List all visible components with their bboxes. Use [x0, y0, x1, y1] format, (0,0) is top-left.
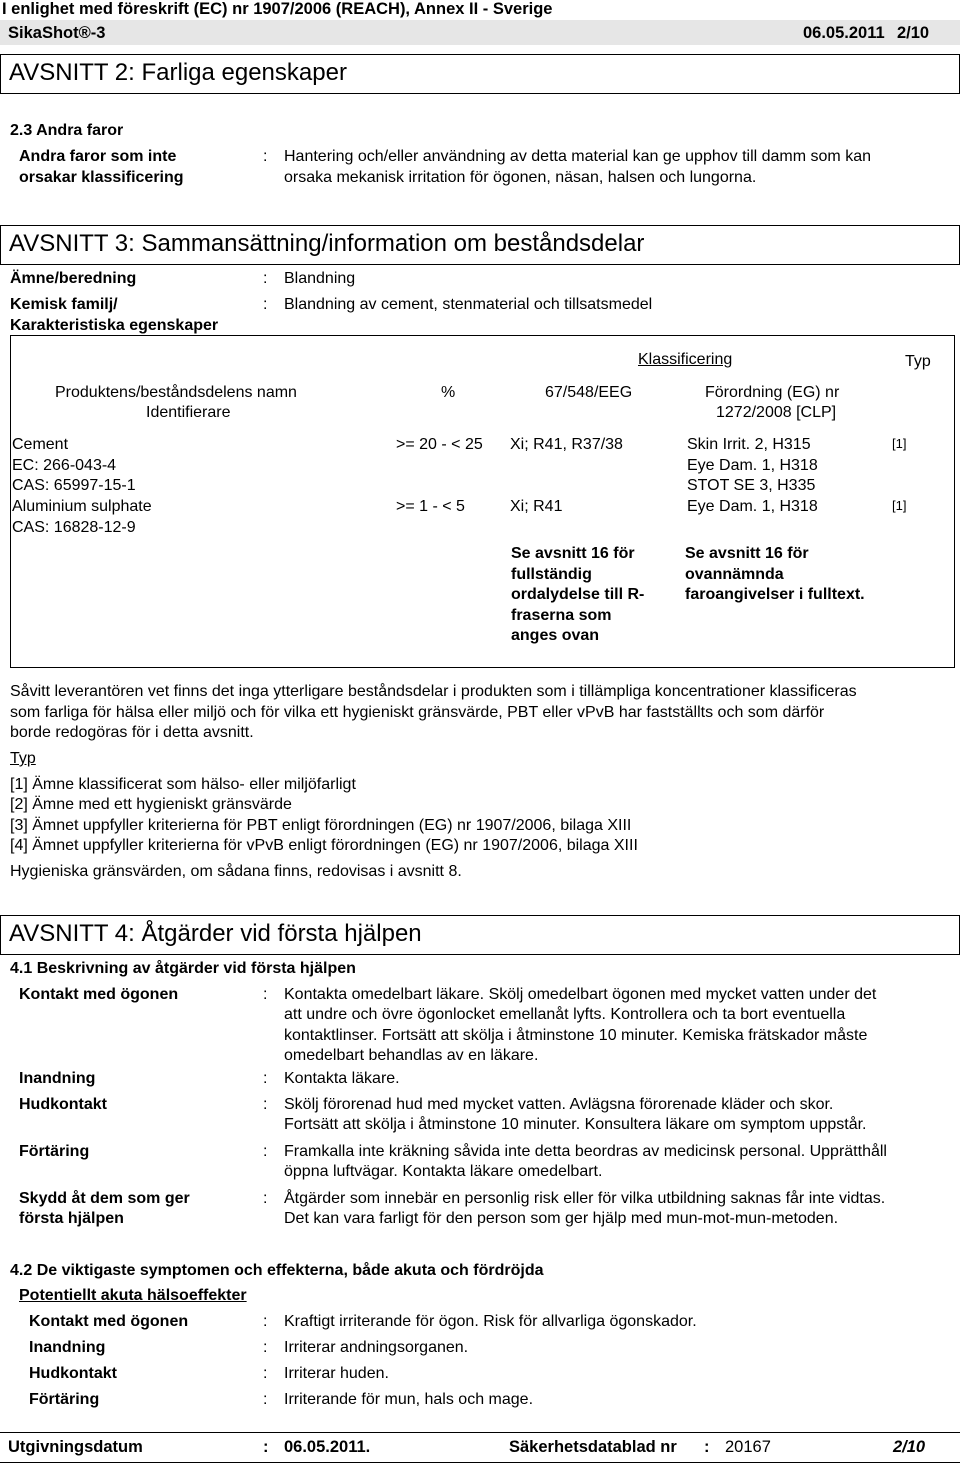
eye-contact-line: att undre och övre ögonlocket emellanåt lyfts. Kontrollera och ta bort eventuella — [284, 1006, 846, 1023]
cement-percent: >= 20 - < 25 — [396, 436, 483, 453]
acute-ingestion-label: Förtäring — [29, 1391, 100, 1408]
subsection-4-1-title: 4.1 Beskrivning av åtgärder vid första hjälpen — [10, 960, 356, 977]
issue-date-value: 06.05.2011. — [284, 1438, 371, 1456]
acute-skin-label: Hudkontakt — [29, 1365, 117, 1382]
chemical-family-value: Blandning av cement, stenmaterial och tillsatsmedel — [284, 296, 653, 313]
hygiene-note: Hygieniska gränsvärden, om sådana finns, redovisas i avsnitt 8. — [10, 863, 462, 880]
cement-type: [1] — [892, 436, 907, 451]
aluminium-type: [1] — [892, 498, 907, 513]
section-2-title: AVSNITT 2: Farliga egenskaper — [9, 59, 347, 86]
header-page-number: 2/10 — [897, 24, 930, 42]
sds-number-value: 20167 — [725, 1438, 771, 1456]
document-regulation-title: I enlighet med föreskrift (EC) nr 1907/2006 (REACH), Annex II - Sverige — [2, 0, 553, 18]
eye-contact-line: kontaktlinser. Fortsätt att skölja i åtminstone 10 minuter. Kemiska frätskador måste — [284, 1027, 868, 1044]
chemical-family-label-2: Karakteristiska egenskaper — [10, 317, 219, 334]
colon: : — [263, 1391, 268, 1408]
type-legend-item: [2] Ämne med ett hygieniskt gränsvärde — [10, 796, 292, 813]
eeg-note-line: ordalydelse till R- — [511, 586, 645, 603]
type-legend-item: [3] Ämnet uppfyller kriterierna för PBT enligt förordningen (EG) nr 1907/2006, bilaga XIII — [10, 817, 632, 834]
acute-skin-text: Irriterar huden. — [284, 1365, 389, 1382]
eeg-note-line: fullständig — [511, 566, 592, 583]
col-product-name: Produktens/beståndsdelens namn — [55, 384, 297, 401]
cement-clp-1: Skin Irrit. 2, H315 — [687, 436, 811, 453]
other-hazards-label-1: Andra faror som inte — [19, 148, 177, 165]
section-4-title: AVSNITT 4: Åtgärder vid första hjälpen — [9, 920, 422, 947]
colon: : — [263, 270, 268, 287]
subsection-2-3-title: 2.3 Andra faror — [10, 122, 124, 139]
skin-contact-label: Hudkontakt — [19, 1096, 107, 1113]
colon: : — [263, 1143, 268, 1160]
footer-colon: : — [704, 1438, 710, 1456]
acute-eye-label: Kontakt med ögonen — [29, 1313, 189, 1330]
colon: : — [263, 986, 268, 1003]
subsection-4-2-title: 4.2 De viktigaste symptomen och effekterna, både akuta och fördröjda — [10, 1262, 544, 1279]
eeg-note-line: fraserna som — [511, 607, 612, 624]
substance-value: Blandning — [284, 270, 356, 287]
first-aider-line: Åtgärder som innebär en personlig risk eller för vilka utbildning saknas får inte vidtas. — [284, 1190, 886, 1207]
section-3-heading — [0, 225, 960, 265]
col-eeg: 67/548/EEG — [545, 384, 633, 401]
header-bar — [0, 20, 960, 45]
acute-inhalation-text: Irriterar andningsorganen. — [284, 1339, 469, 1356]
colon: : — [263, 1313, 268, 1330]
cement-cas: CAS: 65997-15-1 — [12, 477, 136, 494]
acute-inhalation-label: Inandning — [29, 1339, 106, 1356]
classification-heading: Klassificering — [638, 351, 733, 368]
aluminium-eeg: Xi; R41 — [510, 498, 563, 515]
substance-label: Ämne/beredning — [10, 270, 137, 287]
eeg-note-line: Se avsnitt 16 för — [511, 545, 635, 562]
other-hazards-text-1: Hantering och/eller användning av detta material kan ge upphov till damm som kan — [284, 148, 871, 165]
supplier-note-line: som farliga för hälsa eller miljö och för vilka ett hygieniskt gränsvärde, PBT eller vPvB har fastställts och som därför — [10, 704, 825, 721]
first-aider-label-1: Skydd åt dem som ger — [19, 1190, 190, 1207]
colon: : — [263, 1339, 268, 1356]
header-date: 06.05.2011 — [803, 24, 885, 42]
other-hazards-text-2: orsaka mekanisk irritation för ögonen, näsan, halsen och lungorna. — [284, 169, 757, 186]
eye-contact-line: Kontakta omedelbart läkare. Skölj omedelbart ögonen med mycket vatten under det — [284, 986, 877, 1003]
aluminium-percent: >= 1 - < 5 — [396, 498, 465, 515]
type-legend-item: [4] Ämnet uppfyller kriterierna för vPvB enligt förordningen (EG) nr 1907/2006, bilaga XIII — [10, 837, 638, 854]
col-clp-1: Förordning (EG) nr — [705, 384, 840, 401]
cement-clp-3: STOT SE 3, H335 — [687, 477, 816, 494]
colon: : — [263, 1365, 268, 1382]
eye-contact-label: Kontakt med ögonen — [19, 986, 179, 1003]
other-hazards-label-2: orsakar klassificering — [19, 169, 184, 186]
cement-eeg: Xi; R41, R37/38 — [510, 436, 623, 453]
eye-contact-line: omedelbart behandlas av en läkare. — [284, 1047, 539, 1064]
clp-note-line: ovannämnda — [685, 566, 784, 583]
colon: : — [263, 296, 268, 313]
acute-eye-text: Kraftigt irriterande för ögon. Risk för allvarliga ögonskador. — [284, 1313, 697, 1330]
cement-name: Cement — [12, 436, 69, 453]
issue-date-label: Utgivningsdatum — [8, 1438, 143, 1456]
clp-note-line: Se avsnitt 16 för — [685, 545, 809, 562]
cement-ec: EC: 266-043-4 — [12, 457, 117, 474]
footer — [0, 1432, 960, 1463]
first-aider-line: Det kan vara farligt för den person som ger hjälp med mun-mot-mun-metoden. — [284, 1210, 839, 1227]
colon: : — [263, 1190, 268, 1207]
skin-contact-line: Fortsätt att skölja i åtminstone 10 minuter. Konsultera läkare om symptom uppstår. — [284, 1116, 867, 1133]
ingestion-label: Förtäring — [19, 1143, 90, 1160]
col-clp-2: 1272/2008 [CLP] — [716, 404, 837, 421]
colon: : — [263, 1096, 268, 1113]
col-percent: % — [441, 384, 456, 401]
chemical-family-label-1: Kemisk familj/ — [10, 296, 118, 313]
section-2-heading — [0, 54, 960, 94]
colon: : — [263, 148, 268, 165]
type-legend-item: [1] Ämne klassificerat som hälso- eller miljöfarligt — [10, 776, 356, 793]
sds-number-label: Säkerhetsdatablad nr — [509, 1438, 677, 1456]
section-3-title: AVSNITT 3: Sammansättning/information om beståndsdelar — [9, 230, 645, 257]
footer-page-number: 2/10 — [893, 1438, 926, 1456]
aluminium-name: Aluminium sulphate — [12, 498, 152, 515]
supplier-note-line: borde redogöras för i detta avsnitt. — [10, 724, 254, 741]
section-4-heading — [0, 915, 960, 955]
type-legend-heading: Typ — [10, 750, 36, 767]
acute-effects-heading: Potentiellt akuta hälsoeffekter — [19, 1287, 247, 1304]
eeg-note-line: anges ovan — [511, 627, 600, 644]
supplier-note-line: Såvitt leverantören vet finns det inga ytterligare beståndsdelar i produkten som i tillämpliga koncentrationer klassificeras — [10, 683, 857, 700]
ingestion-line: öppna luftvägar. Kontakta läkare omedelbart. — [284, 1163, 603, 1180]
aluminium-clp-1: Eye Dam. 1, H318 — [687, 498, 818, 515]
product-name: SikaShot®-3 — [8, 24, 106, 42]
type-heading: Typ — [905, 353, 931, 370]
footer-colon: : — [263, 1438, 269, 1456]
aluminium-cas: CAS: 16828-12-9 — [12, 519, 136, 536]
first-aider-label-2: första hjälpen — [19, 1210, 124, 1227]
inhalation-label: Inandning — [19, 1070, 96, 1087]
ingestion-line: Framkalla inte kräkning såvida inte detta beordras av medicinsk personal. Upprätthåll — [284, 1143, 887, 1160]
inhalation-line: Kontakta läkare. — [284, 1070, 400, 1087]
clp-note-line: faroangivelser i fulltext. — [685, 586, 865, 603]
col-identifier: Identifierare — [146, 404, 231, 421]
skin-contact-line: Skölj förorenad hud med mycket vatten. Avlägsna förorenade kläder och skor. — [284, 1096, 834, 1113]
acute-ingestion-text: Irriterande för mun, hals och mage. — [284, 1391, 534, 1408]
colon: : — [263, 1070, 268, 1087]
cement-clp-2: Eye Dam. 1, H318 — [687, 457, 818, 474]
